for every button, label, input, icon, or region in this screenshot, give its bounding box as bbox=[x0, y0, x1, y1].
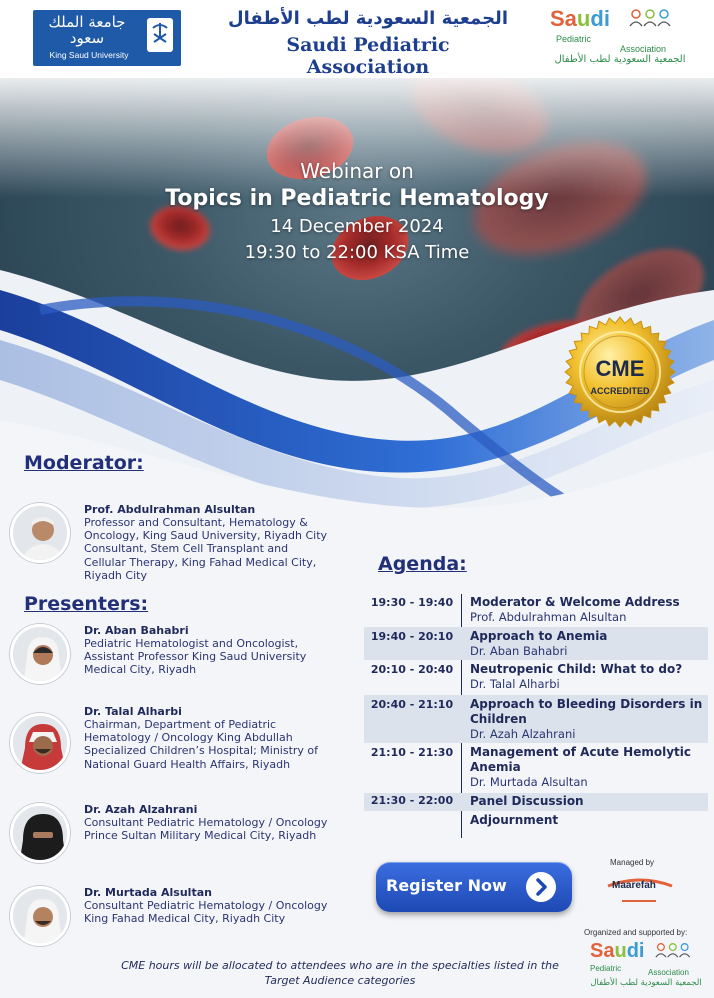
managed-by-label: Managed by bbox=[610, 858, 655, 867]
agenda-time: 21:10 - 21:30 bbox=[370, 746, 454, 759]
spa-footer-logo bbox=[586, 940, 706, 992]
agenda-title: Neutropenic Child: What to do? bbox=[470, 662, 683, 676]
agenda-time: 20:10 - 20:40 bbox=[370, 663, 454, 676]
spa-logo-arabic: الجمعية السعودية لطب الأطفال bbox=[590, 978, 702, 988]
moderator-card bbox=[10, 503, 340, 583]
presenters-heading: Presenters: bbox=[24, 593, 149, 615]
person-name: Dr. Murtada Alsultan bbox=[84, 886, 212, 899]
spa-logo-association: Association bbox=[648, 968, 689, 977]
cme-badge-subtitle: ACCREDITED bbox=[590, 386, 650, 396]
person-name: Dr. Talal Alharbi bbox=[84, 705, 182, 718]
person-photo-icon bbox=[13, 716, 70, 773]
children-figures-icon bbox=[654, 942, 700, 964]
register-button[interactable] bbox=[376, 862, 572, 912]
presenter-card bbox=[10, 803, 340, 873]
agenda-row bbox=[364, 793, 708, 811]
agenda-title: Approach to Anemia bbox=[470, 629, 608, 643]
person-role: Chairman, Department of Pediatric Hematology / Oncology King Abdullah Specialized Children’s Hospital; Ministry of National Guard Health Affairs, Riyadh bbox=[84, 718, 319, 771]
agenda-row bbox=[364, 593, 708, 627]
moderator-heading: Moderator: bbox=[24, 452, 144, 474]
children-figures-icon bbox=[628, 8, 682, 34]
event-date: 14 December 2024 bbox=[270, 216, 444, 237]
person-role: Consultant Pediatric Hematology / Oncology King Fahad Medical City, Riyadh City bbox=[84, 899, 328, 926]
chevron-right-icon bbox=[526, 872, 556, 902]
avatar bbox=[10, 503, 70, 563]
avatar bbox=[10, 713, 70, 773]
spa-logo-wordmark: Saudi bbox=[590, 940, 645, 962]
event-type: Webinar on bbox=[300, 159, 414, 183]
event-time: 19:30 to 22:00 KSA Time bbox=[244, 242, 470, 263]
agenda-speaker: Dr. Murtada Alsultan bbox=[470, 775, 588, 789]
spa-logo-arabic: الجمعية السعودية لطب الأطفال bbox=[554, 54, 686, 65]
agenda-title: Panel Discussion bbox=[470, 794, 584, 808]
agenda-time: 21:30 - 22:00 bbox=[370, 794, 454, 807]
agenda-speaker: Dr. Talal Alharbi bbox=[470, 677, 560, 691]
agenda-row bbox=[364, 743, 708, 793]
event-title: Topics in Pediatric Hematology bbox=[165, 186, 549, 211]
person-name: Dr. Azah Alzahrani bbox=[84, 803, 198, 816]
presenter-card bbox=[10, 705, 340, 795]
spa-logo-pediatric: Pediatric bbox=[556, 34, 592, 44]
ksu-emblem-icon bbox=[145, 16, 175, 56]
person-name: Dr. Aban Bahabri bbox=[84, 624, 189, 637]
spa-logo-pediatric: Pediatric bbox=[590, 964, 622, 973]
person-photo-icon bbox=[13, 506, 70, 563]
person-name: Prof. Abdulrahman Alsultan bbox=[84, 503, 256, 516]
maarefah-name: Maarefah bbox=[612, 880, 656, 891]
ksu-arabic-name: جامعة الملك سعود bbox=[48, 13, 126, 47]
spa-arabic-name: الجمعية السعودية لطب الأطفال bbox=[227, 8, 508, 29]
agenda-row bbox=[364, 660, 708, 695]
agenda-title: Approach to Bleeding Disorders in Children bbox=[470, 697, 703, 726]
presenter-card bbox=[10, 886, 340, 956]
avatar bbox=[10, 624, 70, 684]
agenda-title: Moderator & Welcome Address bbox=[470, 595, 680, 609]
spa-english-name: Saudi Pediatric Association bbox=[286, 34, 450, 78]
spa-logo-wordmark: Saudi bbox=[550, 6, 610, 31]
agenda-row bbox=[364, 811, 708, 835]
agenda-speaker: Dr. Aban Bahabri bbox=[470, 644, 568, 658]
agenda-table bbox=[364, 593, 708, 835]
cme-badge-title: CME bbox=[595, 356, 645, 381]
agenda-speaker: Dr. Azah Alzahrani bbox=[470, 727, 576, 741]
agenda-row bbox=[364, 627, 708, 660]
person-role: Pediatric Hematologist and Oncologist, Assistant Professor King Saud University Medical City, Riyadh bbox=[84, 637, 307, 677]
agenda-heading: Agenda: bbox=[378, 553, 467, 575]
spa-logo bbox=[550, 6, 690, 66]
person-role: Professor and Consultant, Hematology & Oncology, King Saud University, Riyadh City Consultant, Stem Cell Transplant and Cellular Therapy, King Fahad Medical City, Riyadh City bbox=[84, 516, 328, 582]
person-photo-icon bbox=[13, 889, 70, 946]
ksu-logo bbox=[33, 10, 181, 66]
ksu-english-name: King Saud University bbox=[49, 50, 129, 60]
person-photo-icon bbox=[13, 627, 70, 684]
agenda-time: 19:40 - 20:10 bbox=[370, 630, 454, 643]
agenda-time: 20:40 - 21:10 bbox=[370, 698, 454, 711]
agenda-title: Adjournment bbox=[470, 813, 559, 827]
spa-logo-association: Association bbox=[620, 44, 667, 54]
person-photo-icon bbox=[13, 806, 70, 863]
cme-hours-note: CME hours will be allocated to attendees who are in the specialties listed in the Target Audience categories bbox=[121, 959, 559, 987]
organized-by-label: Organized and supported by: bbox=[584, 928, 688, 937]
agenda-speaker: Prof. Abdulrahman Alsultan bbox=[470, 610, 627, 624]
presenter-card bbox=[10, 624, 340, 694]
header bbox=[0, 0, 714, 78]
person-role: Consultant Pediatric Hematology / Oncology Prince Sultan Military Medical City, Riyadh bbox=[84, 816, 328, 843]
agenda-title: Management of Acute Hemolytic Anemia bbox=[470, 745, 691, 774]
avatar bbox=[10, 886, 70, 946]
agenda-time: 19:30 - 19:40 bbox=[370, 596, 454, 609]
avatar bbox=[10, 803, 70, 863]
register-button-label: Register Now bbox=[386, 876, 507, 895]
agenda-row bbox=[364, 695, 708, 743]
